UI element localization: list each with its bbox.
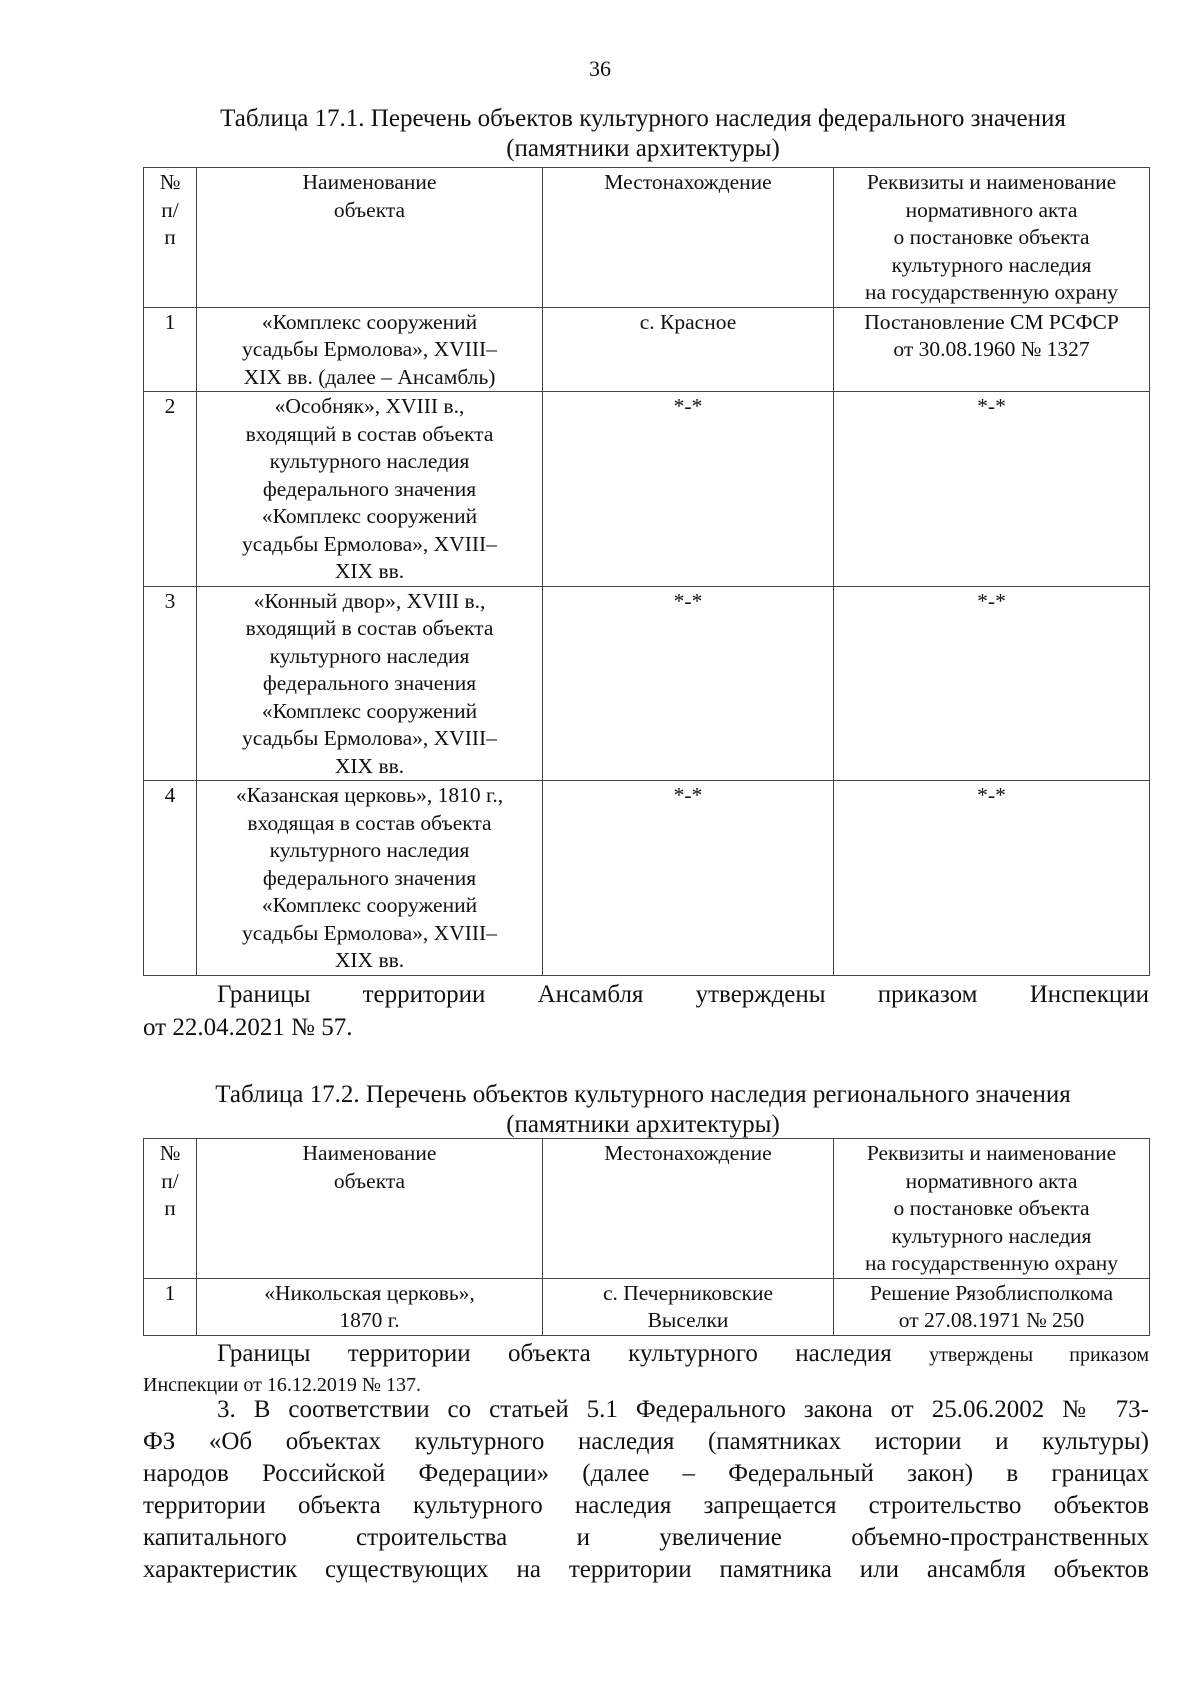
cell-num: 1	[144, 1278, 197, 1335]
main-paragraph	[143, 1394, 1149, 1586]
cell-num: 3	[144, 586, 197, 781]
federal-heritage-table	[143, 167, 1150, 976]
cell-location: с. Красное	[543, 307, 834, 392]
paragraph-line: характеристик существующих на территории памятника или ансамбля объектов	[143, 1556, 1149, 1583]
header-name: Наименование объекта	[197, 1139, 543, 1279]
paragraph-line: народов Российской Федерации» (далее – Федеральный закон) в границах	[143, 1460, 1149, 1487]
caption-line: (памятники архитектуры)	[506, 1111, 780, 1138]
paragraph-line: ФЗ «Об объектах культурного наследия (памятниках истории и культуры)	[143, 1428, 1149, 1455]
page-number: 36	[589, 56, 611, 81]
header-num: № п/ п	[144, 168, 197, 308]
boundaries-note-ensemble	[143, 978, 1149, 1044]
note-line: Инспекции от 16.12.2019 № 137.	[143, 1374, 421, 1396]
header-location: Местонахождение	[543, 1139, 834, 1279]
caption-line: (памятники архитектуры)	[506, 135, 780, 162]
cell-name: «Особняк», XVIII в., входящий в состав объекта культурного наследия федерального значения «Комплекс сооружений усадьбы Ермолова», XVIII– XIX вв.	[197, 392, 543, 587]
cell-requisites: Постановление СМ РСФСР от 30.08.1960 № 1327	[834, 307, 1150, 392]
boundaries-note-object	[143, 1337, 1149, 1398]
caption-line: Таблица 17.2. Перечень объектов культурного наследия регионального значения	[215, 1081, 1071, 1108]
table-row	[144, 392, 1150, 587]
paragraph-line: территории объекта культурного наследия запрещается строительство объектов	[143, 1492, 1149, 1519]
table-17-2-caption	[140, 1080, 1146, 1140]
header-requisites: Реквизиты и наименование нормативного акта о постановке объекта культурного наследия на государственную охрану	[834, 1139, 1150, 1279]
table-row	[144, 586, 1150, 781]
header-location: Местонахождение	[543, 168, 834, 308]
table-17-1-caption	[140, 104, 1146, 164]
caption-line: Таблица 17.1. Перечень объектов культурного наследия федерального значения	[220, 105, 1066, 132]
cell-location: *-*	[543, 586, 834, 781]
cell-requisites: Решение Рязоблисполкома от 27.08.1971 № 250	[834, 1278, 1150, 1335]
cell-location: с. Печерниковские Выселки	[543, 1278, 834, 1335]
cell-requisites: *-*	[834, 781, 1150, 976]
cell-requisites: *-*	[834, 586, 1150, 781]
note-line	[143, 1337, 1149, 1372]
note-text-small: утверждены приказом	[929, 1344, 1150, 1366]
table-header-row	[144, 1139, 1150, 1279]
cell-requisites: *-*	[834, 392, 1150, 587]
table-row	[144, 307, 1150, 392]
table-header-row	[144, 168, 1150, 308]
cell-location: *-*	[543, 781, 834, 976]
cell-location: *-*	[543, 392, 834, 587]
table-row	[144, 1278, 1150, 1335]
header-num: № п/ п	[144, 1139, 197, 1279]
cell-name: «Казанская церковь», 1810 г., входящая в состав объекта культурного наследия федерального значения «Комплекс сооружений усадьбы Ермолова», XVIII– XIX вв.	[197, 781, 543, 976]
header-name: Наименование объекта	[197, 168, 543, 308]
note-line: Границы территории Ансамбля утверждены приказом Инспекции	[217, 981, 1149, 1008]
cell-num: 4	[144, 781, 197, 976]
cell-name: «Комплекс сооружений усадьбы Ермолова», XVIII– XIX вв. (далее – Ансамбль)	[197, 307, 543, 392]
cell-name: «Никольская церковь», 1870 г.	[197, 1278, 543, 1335]
cell-num: 1	[144, 307, 197, 392]
cell-num: 2	[144, 392, 197, 587]
paragraph-line: капитального строительства и увеличение объемно-пространственных	[143, 1524, 1149, 1551]
cell-name: «Конный двор», XVIII в., входящий в состав объекта культурного наследия федерального значения «Комплекс сооружений усадьбы Ермолова», XVIII– XIX вв.	[197, 586, 543, 781]
note-line: от 22.04.2021 № 57.	[143, 1014, 353, 1041]
note-text-large: Границы территории объекта культурного наследия	[217, 1340, 892, 1367]
table-row	[144, 781, 1150, 976]
regional-heritage-table	[143, 1138, 1150, 1336]
paragraph-line: 3. В соответствии со статьей 5.1 Федерального закона от 25.06.2002 № 73-	[217, 1396, 1149, 1423]
header-requisites: Реквизиты и наименование нормативного акта о постановке объекта культурного наследия на государственную охрану	[834, 168, 1150, 308]
